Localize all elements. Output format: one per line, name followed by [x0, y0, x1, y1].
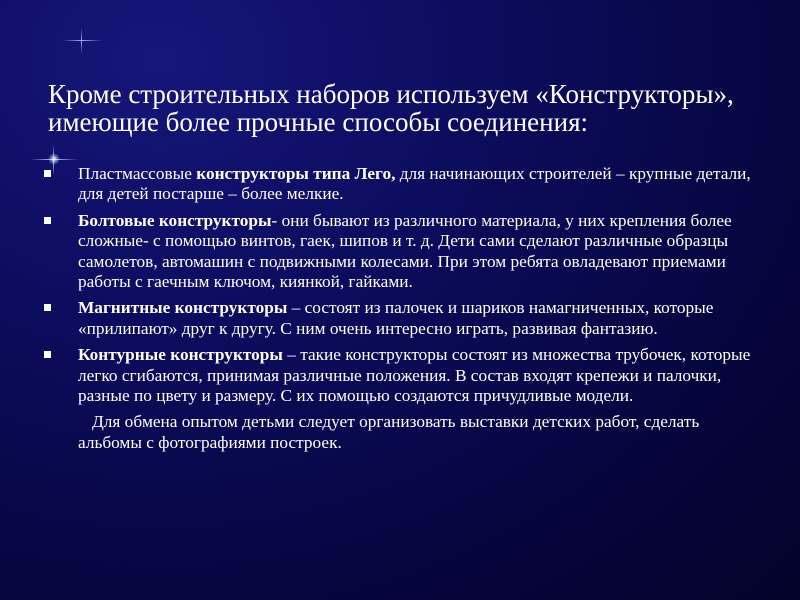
slide-body: [40, 164, 760, 453]
item-term: Контурные конструкторы: [78, 345, 283, 365]
bullet-item-bolt: [40, 211, 760, 293]
item-text: – состоят из палочек и шариков намагниченных, которые «прилипают» друг к другу. С ним очень интересно играть, развивая фантазию.: [78, 298, 714, 338]
item-text: для начинающих строителей – крупные детали, для детей постарше – более мелкие.: [78, 164, 751, 204]
item-text: – такие конструкторы состоят из множества трубочек, которые легко сгибаются, принимая различные положения. В состав входят крепежи и палочки, разные по цвету и размеру. С их помощью создаются причудливые модели.: [78, 345, 751, 406]
closing-paragraph: Для обмена опытом детьми следует организовать выставки детских работ, сделать альбомы с фотографиями построек.: [78, 412, 700, 452]
bullet-item-magnetic: [40, 298, 760, 339]
item-text: - они бывают из различного материала, у них крепления более сложные- с помощью винтов, гаек, шипов и т. д. Дети сами сделают различные образцы самолетов, автомашин с подвижными колесами. При этом ребята овладевают приемами работы с гаечным ключом, киянкой, гайками.: [78, 210, 732, 292]
item-term: конструкторы типа Лего,: [196, 164, 396, 183]
bullet-item-contour: [40, 345, 760, 406]
square-bullet-icon: [44, 217, 51, 224]
square-bullet-icon: [44, 170, 51, 177]
item-prefix: Пластмассовые: [78, 164, 197, 183]
square-bullet-icon: [44, 351, 51, 358]
bullet-item-lego: [40, 164, 760, 205]
item-term: Болтовые конструкторы: [78, 210, 272, 230]
sparkle-decoration: [81, 28, 82, 54]
sparkle-decoration: [62, 40, 102, 41]
slide-title: Кроме строительных наборов используем «Конструкторы», имеющие более прочные способы соединения:: [48, 79, 734, 137]
item-term: Магнитные конструкторы: [78, 298, 288, 318]
sparkle-decoration: [30, 159, 78, 160]
square-bullet-icon: [44, 304, 51, 311]
